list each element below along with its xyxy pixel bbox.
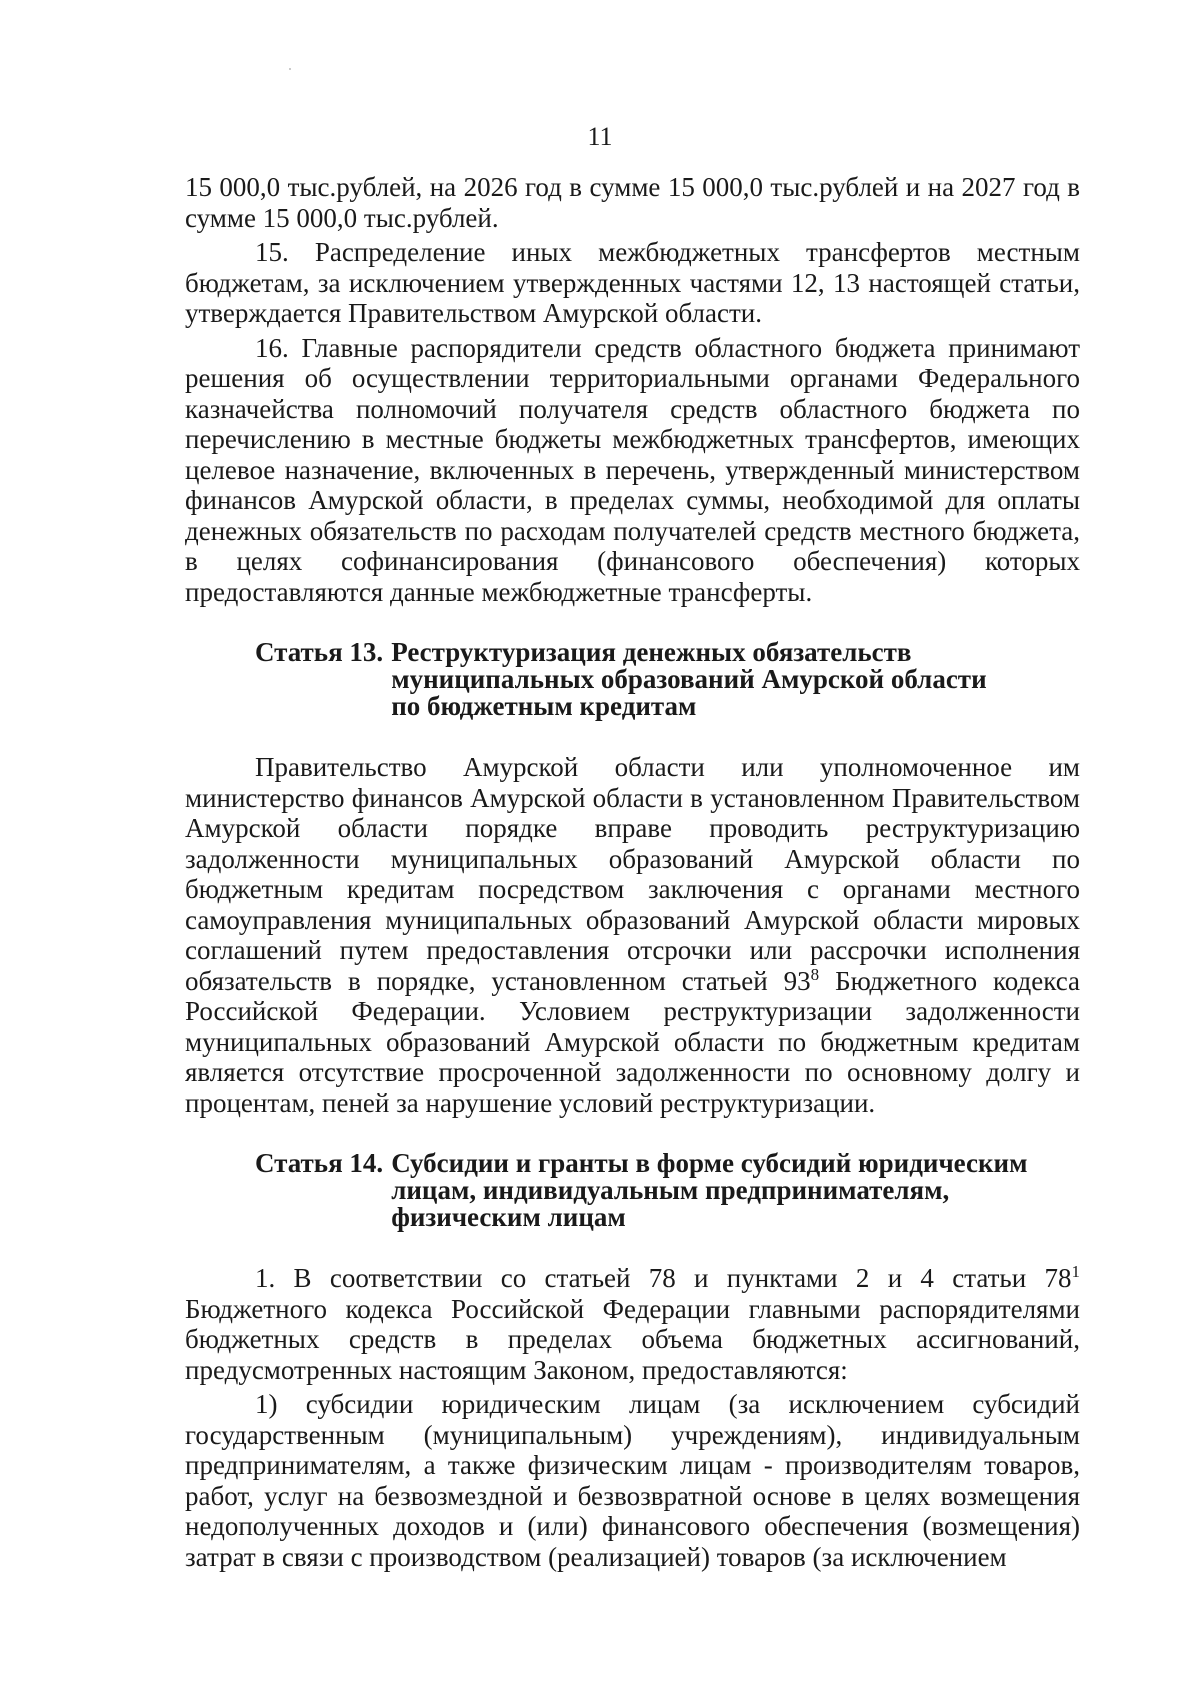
document-body xyxy=(185,172,1080,1572)
article-13-title xyxy=(391,639,1080,720)
paragraph-15: 15. Распределение иных межбюджетных трансфертов местным бюджетам, за исключением утвержденных частями 12, 13 настоящей статьи, утверждается Правительством Амурской области. xyxy=(185,237,1080,328)
article-14-title xyxy=(391,1150,1080,1231)
article-13-text xyxy=(185,752,1080,1118)
article-14-paragraph-1 xyxy=(185,1263,1080,1385)
article-14-title-line: Субсидии и гранты в форме субсидий юридическим xyxy=(391,1148,1028,1178)
article-13-text-part: Правительство Амурской области или уполномоченное им министерство финансов Амурской области в установленном Правительством Амурской области порядке вправе проводить реструктуризацию задолженности муниципальных образований Амурской области по бюджетным кредитам посредством заключения с органами местного самоуправления муниципальных образований Амурской области мировых соглашений путем предоставления отсрочки или рассрочки исполнения обязательств в порядке, установленном статьей 93 xyxy=(185,752,1080,996)
paragraph-16: 16. Главные распорядители средств областного бюджета принимают решения об осуществлении территориальными органами Федерального казначейства полномочий получателя средств областного бюджета по перечислению в местные бюджеты межбюджетных трансфертов, имеющих целевое назначение, включенных в перечень, утвержденный министерством финансов Амурской области, в пределах суммы, необходимой для оплаты денежных обязательств по расходам получателей средств местного бюджета, в целях софинансирования (финансового обеспечения) которых предоставляются данные межбюджетные трансферты. xyxy=(185,332,1080,607)
article-13-title-line: Реструктуризация денежных обязательств xyxy=(391,637,912,667)
page-number: 11 xyxy=(587,122,613,151)
paragraph-continuation: 15 000,0 тыс.рублей, на 2026 год в сумме 15 000,0 тыс.рублей и на 2027 год в сумме 15 000,0 тыс.рублей. xyxy=(185,172,1080,233)
scan-speck xyxy=(289,68,291,70)
article-13-title-line: муниципальных образований Амурской области xyxy=(391,664,987,694)
article-14-text-part: 1. В соответствии со статьей 78 и пунктами 2 и 4 статьи 78 xyxy=(255,1263,1072,1293)
article-14-label: Статья 14. xyxy=(255,1148,384,1178)
article-14-title-line: физическим лицам xyxy=(391,1202,626,1232)
article-14-heading xyxy=(255,1150,1080,1231)
superscript: 1 xyxy=(1071,1262,1080,1281)
article-14-item-1: 1) субсидии юридическим лицам (за исключением субсидий государственным (муниципальным) учреждениям), индивидуальным предпринимателям, а также физическим лицам - производителям товаров, работ, услуг на безвозмездной и безвозвратной основе в целях возмещения недополученных доходов и (или) финансового обеспечения (возмещения) затрат в связи с производством (реализацией) товаров (за исключением xyxy=(185,1389,1080,1572)
article-13-title-line: по бюджетным кредитам xyxy=(391,691,697,721)
article-14-text-part: Бюджетного кодекса Российской Федерации главными распорядителями бюджетных средств в пределах объема бюджетных ассигнований, предусмотренных настоящим Законом, предоставляются: xyxy=(185,1293,1080,1385)
article-14-title-line: лицам, индивидуальным предпринимателям, xyxy=(391,1175,950,1205)
superscript: 8 xyxy=(810,964,820,984)
article-13-heading xyxy=(255,639,1080,720)
article-13-label: Статья 13. xyxy=(255,637,384,667)
article-13-text-part: Бюджетного кодекса Российской Федерации. Условием реструктуризации задолженности муниципальных образований Амурской области по бюджетным кредитам является отсутствие просроченной задолженности по основному долгу и процентам, пеней за нарушение условий реструктуризации. xyxy=(185,965,1080,1118)
